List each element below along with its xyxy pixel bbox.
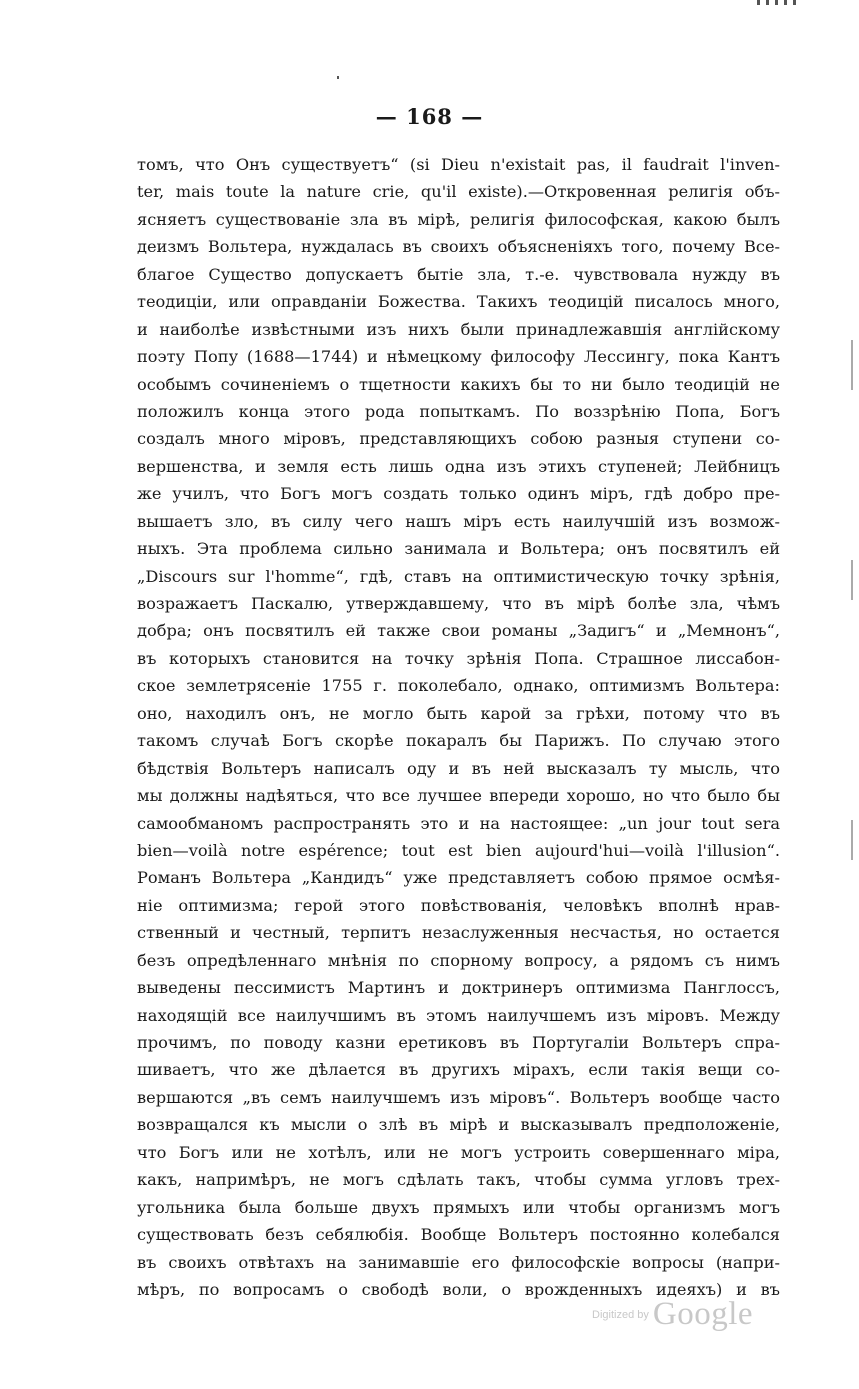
text-line: „Discours sur l'homme“, гдѣ, ставъ на оптимистическую точку зрѣнія, bbox=[137, 566, 780, 586]
text-line: томъ, что Онъ существуетъ“ (si Dieu n'existait pas, il faudrait l'inven- bbox=[137, 155, 780, 174]
text-line: бѣдствія Вольтеръ написалъ оду и въ ней высказалъ ту мысль, что bbox=[137, 758, 780, 778]
text-line: въ которыхъ становится на точку зрѣнія Попа. Страшное лиссабон- bbox=[137, 648, 780, 668]
watermark-prefix: Digitized by bbox=[592, 1309, 649, 1321]
text-line: оно, находилъ онъ, не могло быть карой за грѣхи, потому что въ bbox=[137, 703, 780, 723]
scan-edge-mark bbox=[851, 820, 853, 860]
body-text bbox=[137, 151, 780, 1303]
text-line: находящій все наилучшимъ въ этомъ наилучшемъ изъ міровъ. Между bbox=[137, 1005, 780, 1025]
text-line: угольника была больше двухъ прямыхъ или чтобы организмъ могъ bbox=[137, 1197, 780, 1217]
scan-edge-mark bbox=[851, 560, 853, 600]
text-line: Романъ Вольтера „Кандидъ“ уже представляетъ собою прямое осмѣя- bbox=[137, 868, 780, 888]
text-line: выведены пессимистъ Мартинъ и доктринеръ оптимизма Панглоссъ, bbox=[137, 978, 780, 998]
text-line: и наиболѣе извѣстными изъ нихъ были принадлежавшія англійскому bbox=[137, 319, 780, 339]
text-line: же училъ, что Богъ могъ создать только одинъ міръ, гдѣ добро пре- bbox=[137, 484, 780, 504]
text-line: ныхъ. Эта проблема сильно занимала и Вольтера; онъ посвятилъ ей bbox=[137, 539, 780, 559]
text-line: bien—voilà notre espérence; tout est bien aujourd'hui—voilà l'illusion“. bbox=[137, 840, 780, 860]
text-line: вершенства, и земля есть лишь одна изъ этихъ ступеней; Лейбницъ bbox=[137, 456, 780, 476]
google-watermark bbox=[592, 1296, 753, 1333]
text-line: ніе оптимизма; герой этого повѣствованія, человѣкъ вполнѣ нрав- bbox=[137, 895, 780, 915]
text-line: поэту Попу (1688—1744) и нѣмецкому философу Лессингу, пока Кантъ bbox=[137, 347, 780, 367]
text-line: безъ опредѣленнаго мнѣнія по спорному вопросу, а рядомъ съ нимъ bbox=[137, 950, 780, 970]
text-line: ясняетъ существованіе зла въ мірѣ, религія философская, какою былъ bbox=[137, 209, 780, 229]
watermark-brand: Google bbox=[652, 1296, 754, 1332]
text-line: ское землетрясеніе 1755 г. поколебало, однако, оптимизмъ Вольтера: bbox=[137, 676, 780, 696]
text-line: прочимъ, по поводу казни еретиковъ въ Португаліи Вольтеръ спра- bbox=[137, 1033, 780, 1052]
text-line: самообманомъ распространять это и на настоящее: „un jour tout sera bbox=[137, 813, 780, 833]
text-line: что Богъ или не хотѣлъ, или не могъ устроить совершеннаго міра, bbox=[137, 1142, 780, 1162]
text-line: создалъ много міровъ, представляющихъ собою разныя ступени со- bbox=[137, 429, 780, 449]
text-line: возражаетъ Паскалю, утверждавшему, что въ мірѣ болѣе зла, чѣмъ bbox=[137, 594, 780, 613]
text-line: вышаетъ зло, въ силу чего нашъ міръ есть наилучшій изъ возмож- bbox=[137, 511, 780, 531]
text-line: какъ, напримѣръ, не могъ сдѣлать такъ, чтобы сумма угловъ трех- bbox=[137, 1170, 780, 1190]
text-line: мы должны надѣяться, что все лучшее впереди хорошо, но что было бы bbox=[137, 786, 780, 806]
text-line: добра; онъ посвятилъ ей также свои романы „Задигъ“ и „Мемнонъ“, bbox=[137, 621, 780, 641]
text-line: возвращался къ мысли о злѣ въ мірѣ и высказывалъ предположеніе, bbox=[137, 1115, 780, 1135]
text-line: вершаются „въ семъ наилучшемъ изъ міровъ“. Вольтеръ вообще часто bbox=[137, 1087, 780, 1107]
page-number: — 168 — bbox=[375, 104, 484, 129]
text-line: ter, mais toute la nature crie, qu'il existe).—Откровенная религія объ- bbox=[137, 182, 780, 202]
text-line: теодиціи, или оправданіи Божества. Такихъ теодицій писалось много, bbox=[137, 292, 780, 312]
scan-edge-mark bbox=[851, 340, 853, 390]
text-line: ственный и честный, терпитъ незаслуженныя несчастья, но остается bbox=[137, 923, 780, 943]
text-line: деизмъ Вольтера, нуждалась въ своихъ объясненіяхъ того, почему Все- bbox=[137, 237, 780, 257]
text-line: въ своихъ отвѣтахъ на занимавшіе его философскіе вопросы (напри- bbox=[137, 1252, 780, 1272]
scan-corner-mark bbox=[757, 0, 801, 6]
text-line: благое Существо допускаетъ бытіе зла, т.-е. чувствовала нужду въ bbox=[137, 264, 780, 284]
text-line: особымъ сочиненіемъ о тщетности какихъ бы то ни было теодицій не bbox=[137, 374, 780, 394]
scan-speck bbox=[337, 76, 339, 79]
text-line: существовать безъ себялюбія. Вообще Вольтеръ постоянно колебался bbox=[137, 1225, 780, 1245]
text-line: положилъ конца этого рода попыткамъ. По воззрѣнію Попа, Богъ bbox=[137, 401, 780, 421]
text-line: мѣръ, по вопросамъ о свободѣ воли, о врожденныхъ идеяхъ) и въ bbox=[137, 1279, 780, 1299]
text-line: шиваетъ, что же дѣлается въ другихъ мірахъ, если такія вещи со- bbox=[137, 1060, 780, 1080]
text-line: такомъ случаѣ Богъ скорѣе покаралъ бы Парижъ. По случаю этого bbox=[137, 731, 780, 751]
